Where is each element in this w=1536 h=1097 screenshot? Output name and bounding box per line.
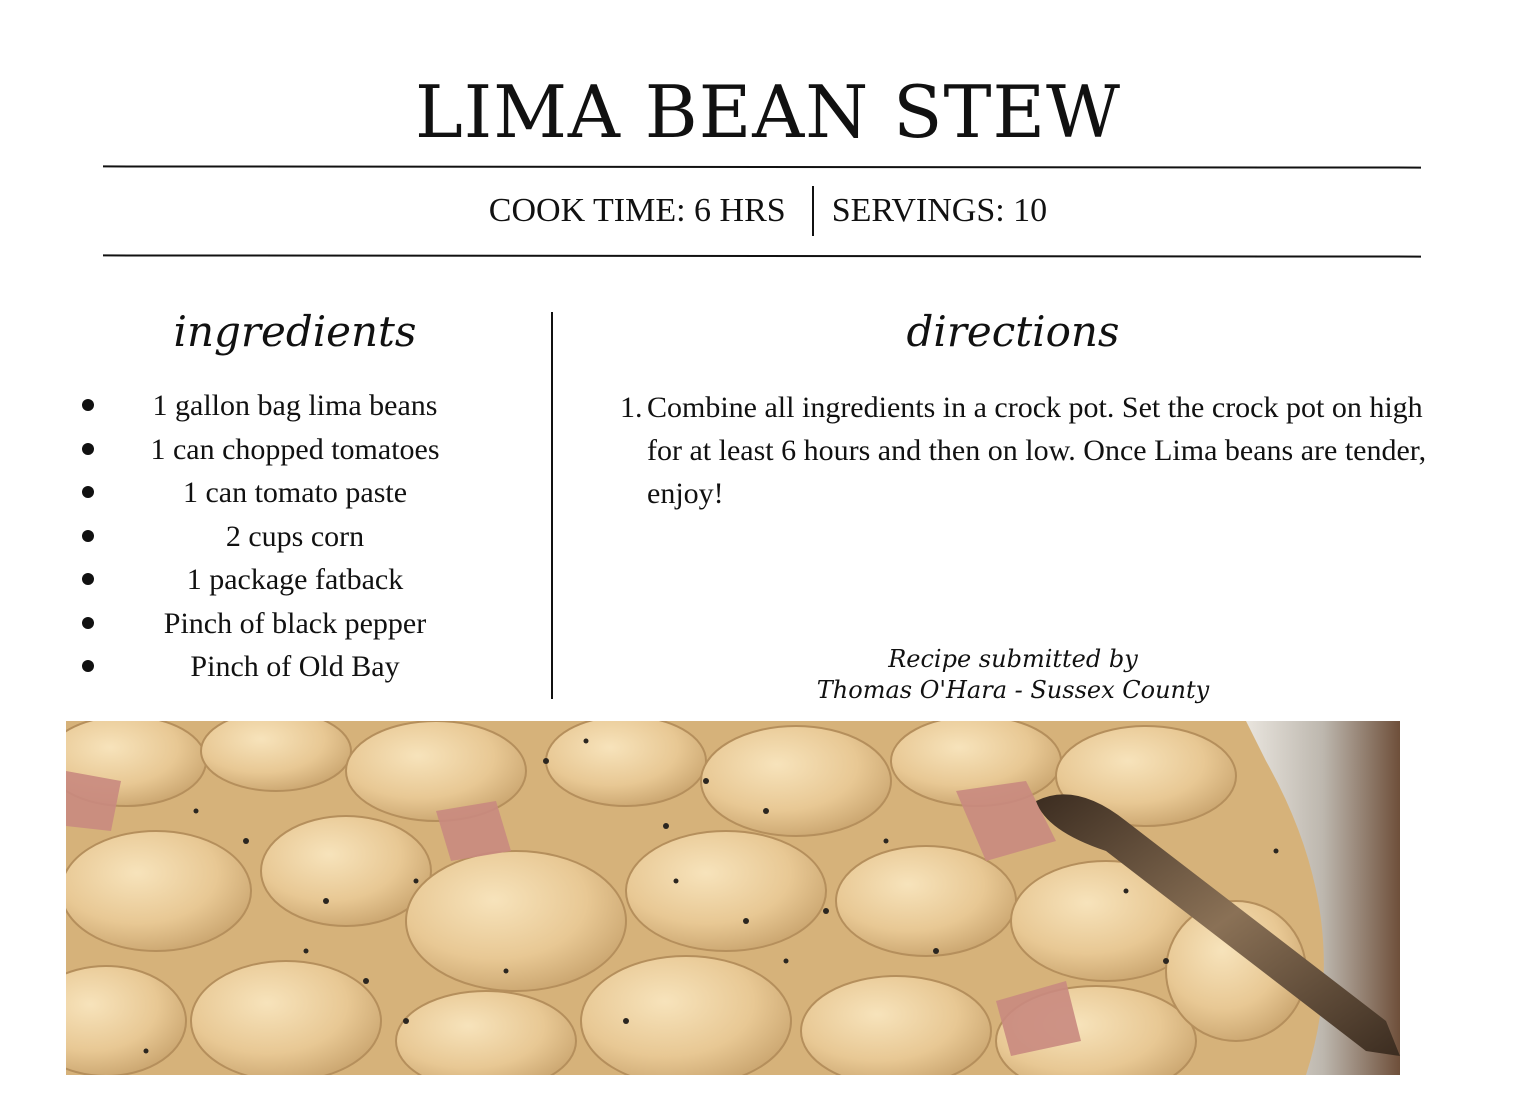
recipe-photo <box>66 721 1400 1075</box>
stew-photo-illustration <box>66 721 1400 1075</box>
recipe-meta <box>0 186 1536 236</box>
credit-author: Thomas O'Hara - Sussex County <box>816 676 1210 704</box>
top-divider <box>103 165 1421 168</box>
directions-heading: directions <box>906 307 1120 356</box>
ingredient-item <box>0 515 560 559</box>
ingredient-text: 1 can tomato paste <box>182 476 408 509</box>
ingredient-text: 1 package fatback <box>186 563 404 596</box>
ingredient-item <box>0 471 560 515</box>
step-text: Combine all ingredients in a crock pot. Set the crock pot on high for at least 6 hours and then on low. Once Lima beans are tender, enjoy! <box>647 391 1427 510</box>
recipe-title: LIMA BEAN STEW <box>414 70 1122 154</box>
ingredients-heading: ingredients <box>173 307 417 356</box>
step-number: 1. <box>620 391 643 424</box>
ingredient-item <box>0 428 560 472</box>
direction-step <box>620 386 1440 515</box>
recipe-credit <box>760 644 1266 706</box>
ingredient-text: 1 can chopped tomatoes <box>150 432 440 466</box>
ingredient-item <box>0 645 560 689</box>
meta-separator <box>812 186 814 236</box>
servings: SERVINGS: 10 <box>831 192 1048 229</box>
ingredient-text: Pinch of black pepper <box>163 606 427 640</box>
ingredient-text: 2 cups corn <box>225 519 365 553</box>
directions-list <box>620 386 1440 515</box>
ingredients-list <box>0 384 560 689</box>
ingredient-text: 1 gallon bag lima beans <box>152 389 438 422</box>
bottom-divider <box>103 254 1421 257</box>
credit-line-1: Recipe submitted by <box>888 645 1138 673</box>
ingredient-item <box>0 384 560 428</box>
ingredient-text: Pinch of Old Bay <box>190 650 400 683</box>
cook-time: COOK TIME: 6 HRS <box>488 192 786 229</box>
ingredient-item <box>0 602 560 646</box>
ingredient-item <box>0 558 560 602</box>
